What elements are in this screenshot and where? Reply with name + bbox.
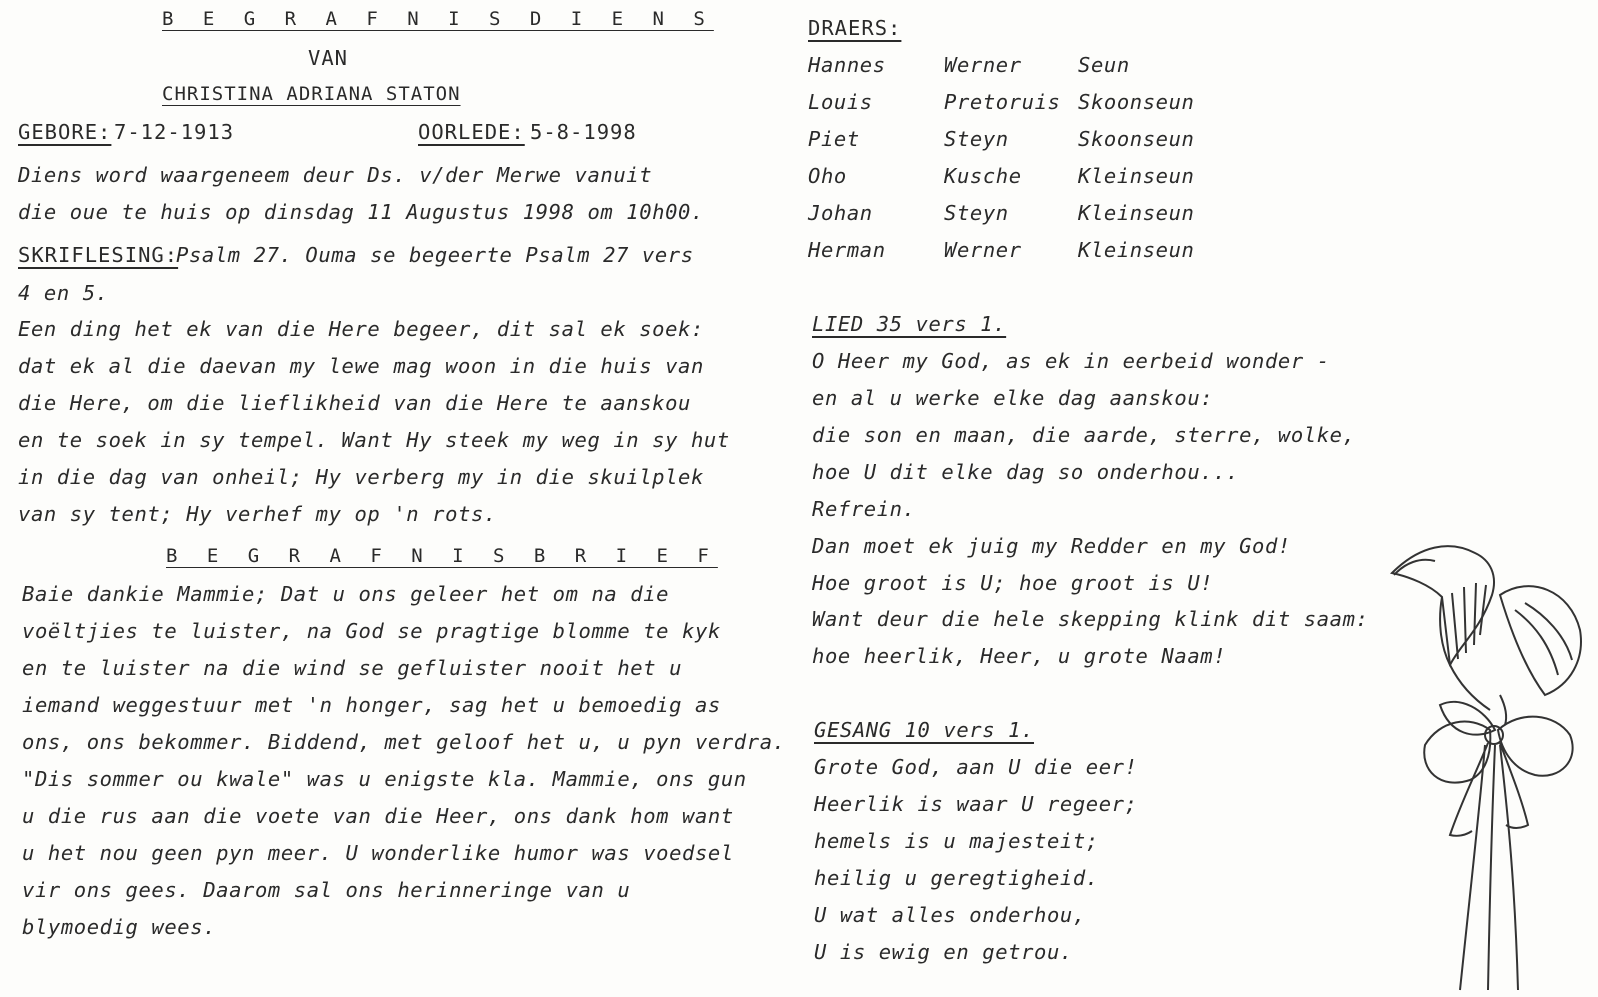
bearer-first-name: Hannes [808,53,886,77]
reading-label: SKRIFLESING: [18,243,179,267]
letter-line: blymoedig wees. [22,915,217,939]
reading-line: die Here, om die lieflikheid van die Here te aanskou [18,391,691,415]
letter-line: u die rus aan die voete van die Heer, ons dank hom want [22,804,734,828]
hymn1-title: LIED 35 vers 1. [812,312,1007,336]
letter-title: B E G R A F N I S B R I E F [166,545,718,567]
hymn1-line: Hoe groot is U; hoe groot is U! [812,571,1214,595]
hymn1-line: Refrein. [812,497,916,521]
reading-first-line: Psalm 27. Ouma se begeerte Psalm 27 vers [176,243,694,267]
hymn2-line: U wat alles onderhou, [814,903,1086,927]
bearer-first-name: Oho [808,164,847,188]
bearer-relation: Skoonseun [1078,90,1195,114]
bearer-first-name: Johan [808,201,873,225]
bearer-first-name: Louis [808,90,873,114]
service-line: Diens word waargeneem deur Ds. v/der Merwe vanuit [18,163,653,187]
bearer-relation: Kleinseun [1078,238,1195,262]
died-date: 5-8-1998 [530,120,637,144]
bearer-relation: Kleinseun [1078,164,1195,188]
bearer-last-name: Werner [944,238,1022,262]
hymn2-line: Grote God, aan U die eer! [814,755,1138,779]
born-label: GEBORE: [18,120,112,144]
hymn1-line: die son en maan, die aarde, sterre, wolke, [812,423,1356,447]
reading-line: in die dag van onheil; Hy verberg my in die skuilplek [18,465,704,489]
born-date: 7-12-1913 [114,120,235,144]
hymn1-line: hoe heerlik, Heer, u grote Naam! [812,644,1227,668]
hymn2-line: hemels is u majesteit; [814,829,1099,853]
letter-line: voëltjies te luister, na God se pragtige blomme te kyk [22,619,721,643]
letter-line: vir ons gees. Daarom sal ons herinneringe van u [22,878,631,902]
bearer-first-name: Piet [808,127,860,151]
bearer-last-name: Steyn [944,201,1009,225]
letter-line: iemand weggestuur met 'n honger, sag het u bemoedig as [22,693,721,717]
calla-lily-bouquet-icon [1380,535,1590,995]
hymn1-line: hoe U dit elke dag so onderhou... [812,460,1240,484]
bearer-relation: Skoonseun [1078,127,1195,151]
hymn1-line: Want deur die hele skepping klink dit saam: [812,607,1369,631]
bearer-last-name: Pretoruis [944,90,1061,114]
left-page [0,0,790,997]
hymn2-line: heilig u geregtigheid. [814,866,1099,890]
letter-line: Baie dankie Mammie; Dat u ons geleer het om na die [22,582,670,606]
died-label: OORLEDE: [418,120,525,144]
bearers-title: DRAERS: [808,16,902,40]
hymn2-line: Heerlik is waar U regeer; [814,792,1138,816]
reading-line: en te soek in sy tempel. Want Hy steek my weg in sy hut [18,428,730,452]
hymn1-line: Dan moet ek juig my Redder en my God! [812,534,1291,558]
right-page [790,0,1598,997]
reading-line: Een ding het ek van die Here begeer, dit sal ek soek: [18,317,704,341]
reading-line: van sy tent; Hy verhef my op 'n rots. [18,502,497,526]
deceased-name: CHRISTINA ADRIANA STATON [162,83,461,105]
letter-line: ons, ons bekommer. Biddend, met geloof het u, u pyn verdra. [22,730,786,754]
reading-line: 4 en 5. [18,281,109,305]
hymn2-title: GESANG 10 vers 1. [814,718,1035,742]
bearer-first-name: Herman [808,238,886,262]
service-title: B E G R A F N I S D I E N S [162,8,714,30]
van-label: VAN [308,46,349,70]
bearer-last-name: Steyn [944,127,1009,151]
bearer-last-name: Werner [944,53,1022,77]
hymn1-line: en al u werke elke dag aanskou: [812,386,1214,410]
bearer-last-name: Kusche [944,164,1022,188]
letter-line: "Dis sommer ou kwale" was u enigste kla. Mammie, ons gun [22,767,747,791]
reading-line: dat ek al die daevan my lewe mag woon in die huis van [18,354,704,378]
bearer-relation: Kleinseun [1078,201,1195,225]
letter-line: en te luister na die wind se gefluister nooit het u [22,656,683,680]
hymn2-line: U is ewig en getrou. [814,940,1073,964]
bearer-relation: Seun [1078,53,1130,77]
service-line: die oue te huis op dinsdag 11 Augustus 1998 om 10h00. [18,200,704,224]
hymn1-line: O Heer my God, as ek in eerbeid wonder - [812,349,1330,373]
letter-line: u het nou geen pyn meer. U wonderlike humor was voedsel [22,841,734,865]
